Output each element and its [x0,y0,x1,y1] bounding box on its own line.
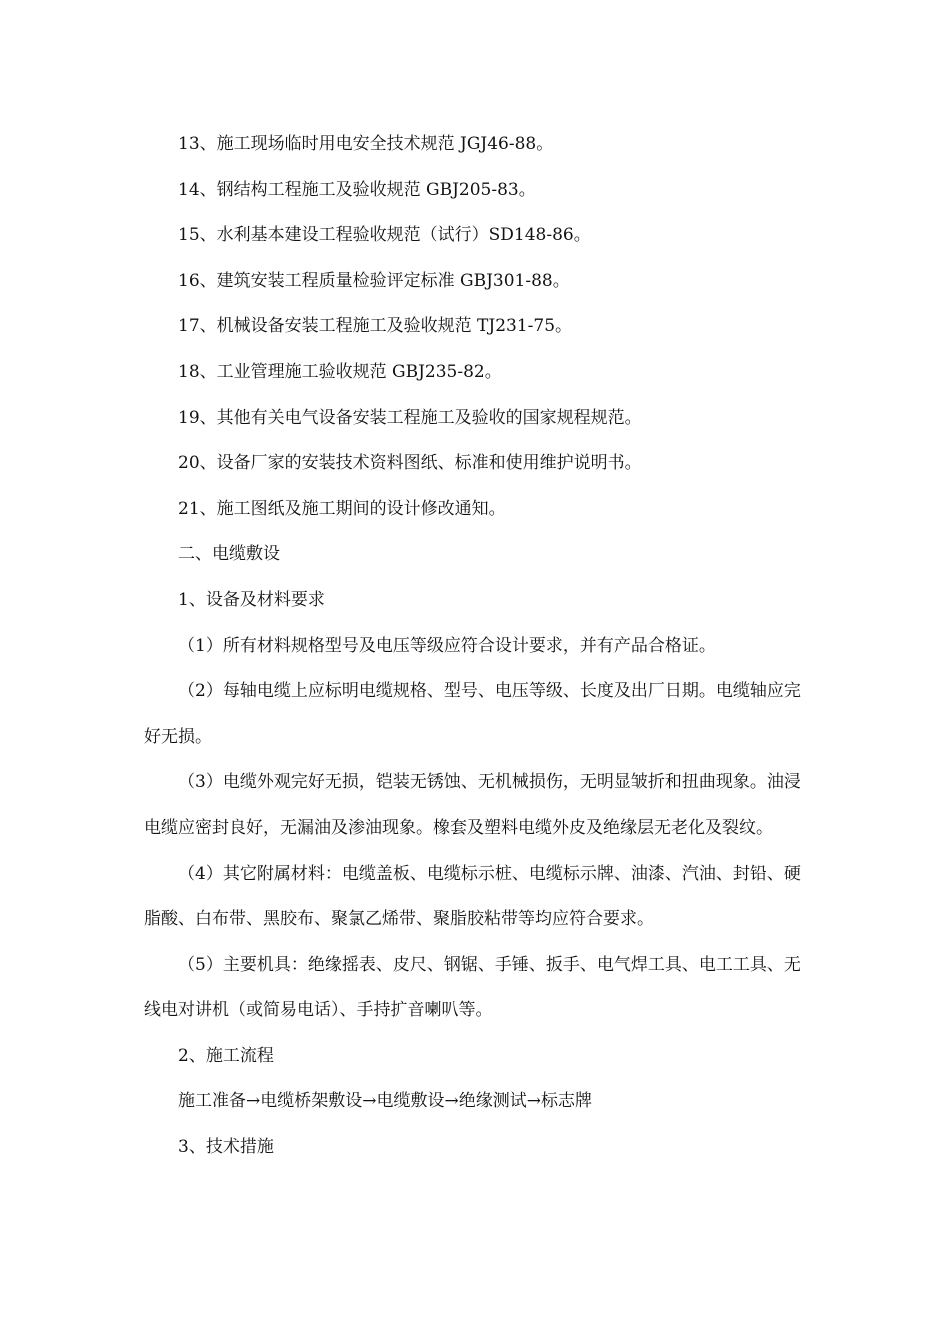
requirement-item-5: （5）主要机具：绝缘摇表、皮尺、钢锯、手锤、扳手、电气焊工具、电工工具、无线电对讲机（或简易电话）、手持扩音喇叭等。 [144,954,801,1021]
list-item-standard-16: 16、建筑安装工程质量检验评定标准 GBJ301-88。 [178,270,570,291]
process-flow-text: 施工准备→电缆桥架敷设→电缆敷设→绝缘测试→标志牌 [178,1091,592,1112]
list-item-standard-14: 14、钢结构工程施工及验收规范 GBJ205-83。 [178,179,536,200]
list-item-standard-13: 13、施工现场临时用电安全技术规范 JGJ46-88。 [178,134,554,154]
subheading-construction-process: 2、施工流程 [178,1045,274,1066]
requirement-item-3: （3）电缆外观完好无损，铠装无锈蚀、无机械损伤，无明显皱折和扭曲现象。油浸电缆应密封良好，无漏油及渗油现象。橡套及塑料电缆外皮及绝缘层无老化及裂纹。 [144,772,801,838]
subheading-technical-measures: 3、技术措施 [178,1137,274,1158]
section-heading-cable-laying: 二、电缆敷设 [178,544,280,565]
list-item-standard-17: 17、机械设备安装工程施工及验收规范 TJ231-75。 [178,316,573,337]
requirement-item-2: （2）每轴电缆上应标明电缆规格、型号、电压等级、长度及出厂日期。电缆轴应完好无损。 [144,681,801,747]
list-item-standard-18: 18、工业管理施工验收规范 GBJ235-82。 [178,361,502,382]
list-item-standard-15: 15、水利基本建设工程验收规范（试行）SD148-86。 [178,225,591,246]
list-item-standard-19: 19、其他有关电气设备安装工程施工及验收的国家规程规范。 [178,407,642,428]
document-body [144,122,812,1171]
subheading-equipment-materials: 1、设备及材料要求 [178,589,325,610]
list-item-standard-20: 20、设备厂家的安装技术资料图纸、标准和使用维护说明书。 [178,453,642,474]
requirement-item-1: （1）所有材料规格型号及电压等级应符合设计要求，并有产品合格证。 [178,635,716,656]
list-item-standard-21: 21、施工图纸及施工期间的设计修改通知。 [178,498,506,519]
requirement-item-4: （4）其它附属材料：电缆盖板、电缆标示桩、电缆标示牌、油漆、汽油、封铅、硬脂酸、白布带、黑胶布、聚氯乙烯带、聚脂胶粘带等均应符合要求。 [144,863,801,930]
